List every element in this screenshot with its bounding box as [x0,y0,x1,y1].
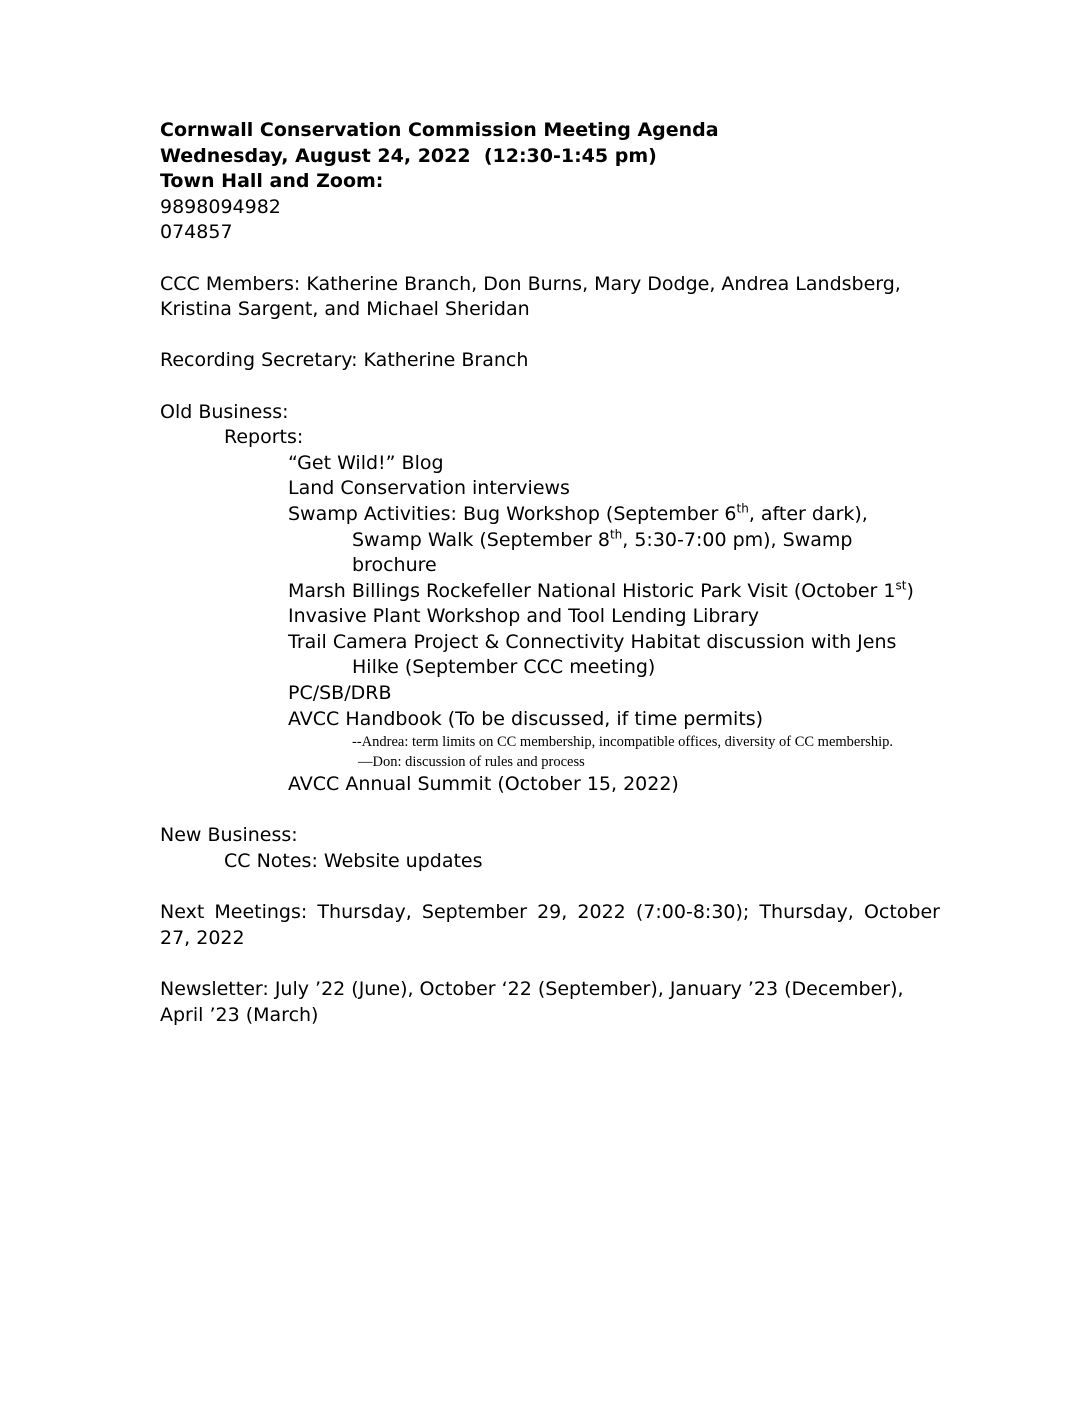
new-business-item: CC Notes: Website updates [224,850,483,873]
old-business-heading: Old Business: [160,400,289,423]
report-item-avcc-handbook: AVCC Handbook (To be discussed, if time permits) [288,707,764,730]
handbook-note-andrea: --Andrea: term limits on CC membership, incompatible offices, diversity of CC membership. [352,734,893,751]
zoom-passcode: 074857 [160,221,233,244]
new-business-heading: New Business: [160,824,298,847]
report-item-pc-sb-drb: PC/SB/DRB [288,682,392,705]
report-item-invasive-plant: Invasive Plant Workshop and Tool Lending Library [288,605,760,628]
agenda-title: Cornwall Conservation Commission Meeting Agenda [160,119,719,141]
next-meetings: Next Meetings: Thursday, September 29, 2022 (7:00-8:30); Thursday, October 27, 2022 [160,901,940,949]
recording-secretary: Recording Secretary: Katherine Branch [160,349,529,372]
newsletter-schedule: Newsletter: July ’22 (June), October ‘22 (September), January ’23 (December), April ’23 (March) [160,978,904,1026]
report-item-land-conservation: Land Conservation interviews [288,477,570,500]
report-item-swamp-activities: Swamp Activities: Bug Workshop (September 6th, after dark), Swamp Walk (September 8th, 5:30-7:00 pm), Swamp brochure [288,501,868,577]
reports-heading: Reports: [224,426,304,449]
zoom-meeting-id: 9898094982 [160,195,281,218]
meeting-location: Town Hall and Zoom: [160,170,384,193]
report-item-blog: “Get Wild!” Blog [288,451,444,474]
report-item-marsh-billings: Marsh Billings Rockefeller National Historic Park Visit (October 1st) [288,578,914,602]
agenda-document [160,118,940,1028]
members-list: CCC Members: Katherine Branch, Don Burns, Mary Dodge, Andrea Landsberg, Kristina Sargent, and Michael Sheridan [160,272,901,321]
meeting-date-time: Wednesday, August 24, 2022 (12:30-1:45 pm) [160,144,657,167]
report-item-avcc-summit: AVCC Annual Summit (October 15, 2022) [288,773,679,796]
report-item-trail-camera: Trail Camera Project & Connectivity Habitat discussion with Jens Hilke (September CCC meeting) [288,630,897,679]
handbook-note-don: —Don: discussion of rules and process [358,754,585,771]
